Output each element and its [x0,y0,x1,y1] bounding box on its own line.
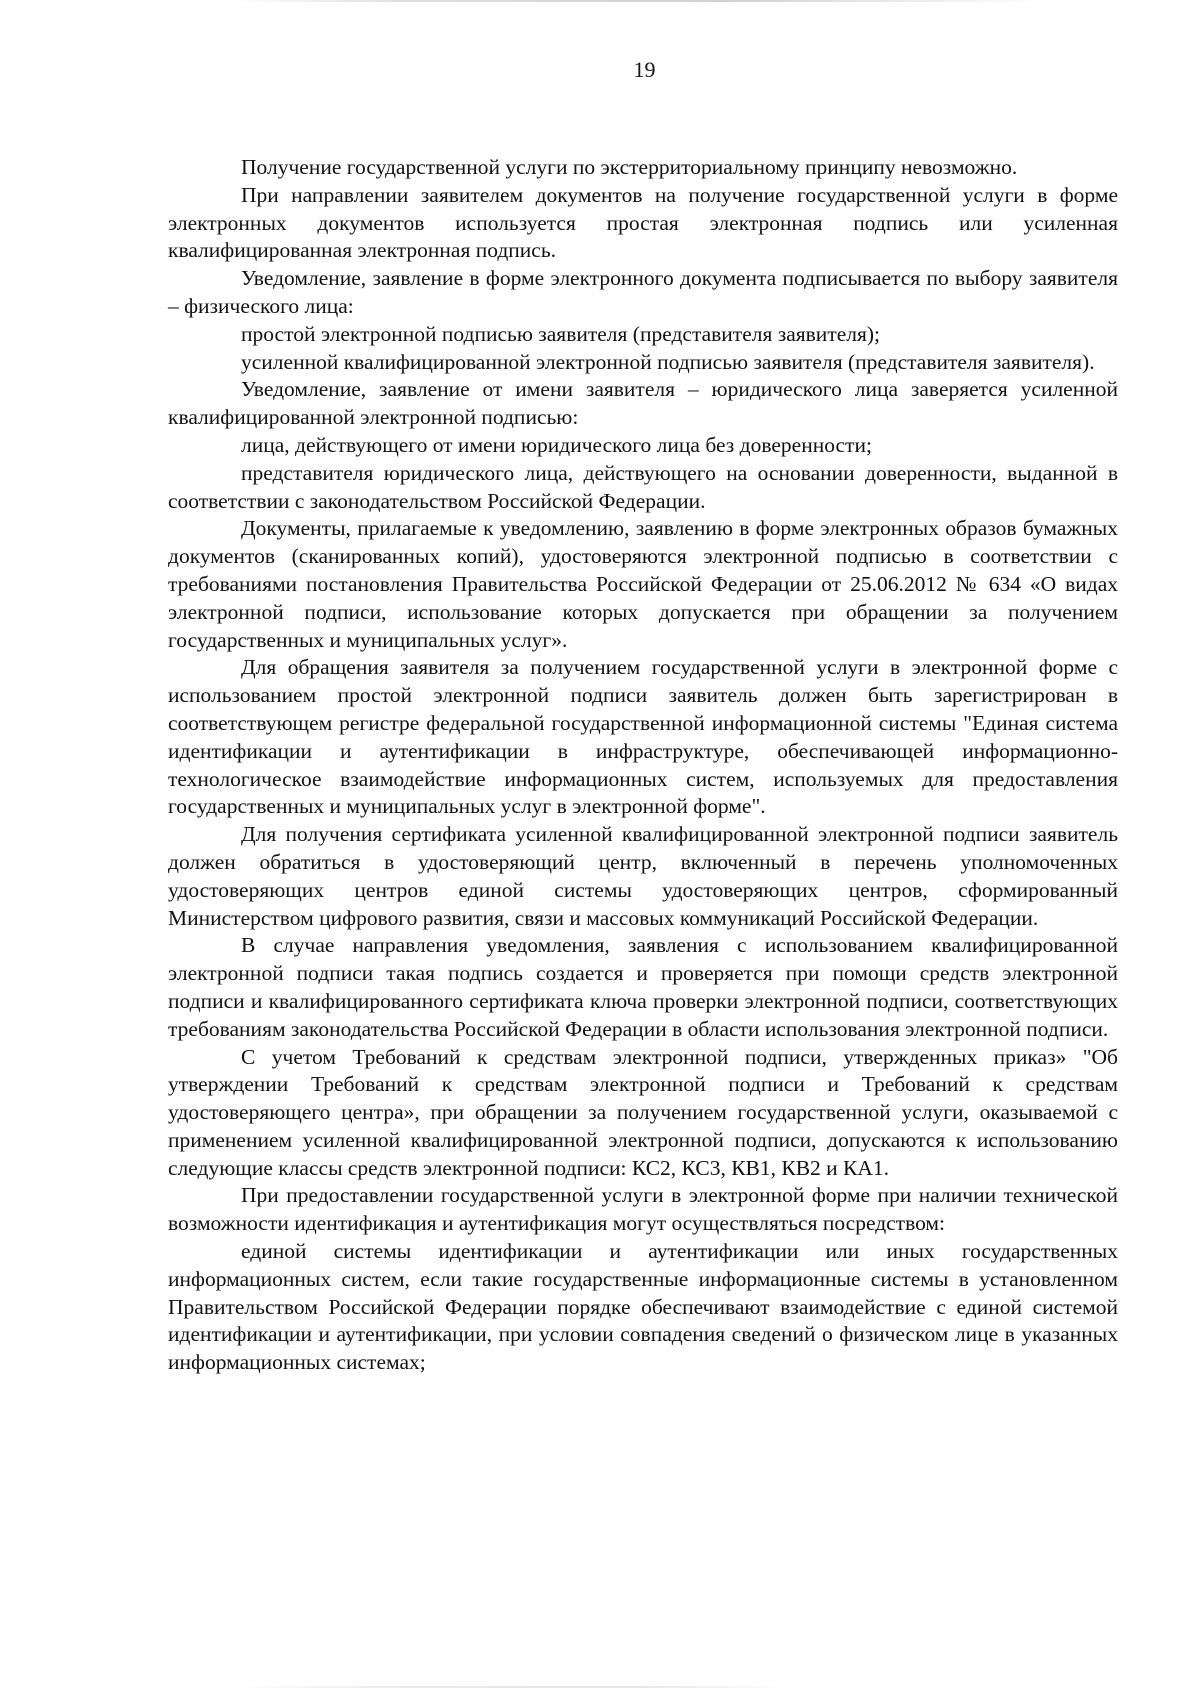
paragraph: При предоставлении государственной услуги в электронной форме при наличии технической возможности идентификация и аутентификация могут осуществляться посредством: [168,1183,1118,1236]
paragraph: Документы, прилагаемые к уведомлению, заявлению в форме электронных образов бумажных документов (сканированных копий), удостоверяются электронной подписью в соответствии с требованиями постановления Правительства Российской Федерации от 25.06.2012 № 634 «О видах электронной подписи, использование которых допускается при обращении за получением государственных и муниципальных услуг». [168,516,1118,652]
paragraph: представителя юридического лица, действующего на основании доверенности, выданной в соответствии с законодательством Российской Федерации. [168,460,1118,513]
page-number: 19 [633,57,656,82]
paragraph: В случае направления уведомления, заявления с использованием квалифицированной электронной подписи такая подпись создается и проверяется при помощи средств электронной подписи и квалифицированного сертификата ключа проверки электронной подписи, соответствующих требованиям законодательства Российской Федерации в области использования электронной подписи. [168,933,1118,1041]
scan-edge-top [230,0,1050,2]
paragraph: Уведомление, заявление от имени заявителя – юридического лица заверяется усиленной квалифицированной электронной подписью: [168,377,1118,430]
paragraph: При направлении заявителем документов на получение государственной услуги в форме электронных документов используется простая электронная подпись или усиленная квалифицированная электронная подпись. [168,182,1118,263]
paragraph: единой системы идентификации и аутентификации или иных государственных информационных систем, если такие государственные информационные системы в установленном Правительством Российской Федерации порядке обеспечивают взаимодействие с единой системой идентификации и аутентификации, при условии совпадения сведений о физическом лице в указанных информационных системах; [168,1239,1118,1375]
scan-edge-bottom [230,1686,790,1688]
paragraph: Получение государственной услуги по экстерриториальному принципу невозможно. [241,155,1018,179]
paragraph: С учетом Требований к средствам электронной подписи, утвержденных приказ» "Об утверждении Требований к средствам электронной подписи и Требований к средствам удостоверяющего центра», при обращении за получением государственной услуги, оказываемой с применением усиленной квалифицированной электронной подписи, допускаются к использованию следующие классы средств электронной подписи: КС2, КС3, КВ1, КВ2 и КА1. [168,1044,1118,1180]
paragraph: Для обращения заявителя за получением государственной услуги в электронной форме с использованием простой электронной подписи заявитель должен быть зарегистрирован в соответствующем регистре федеральной государственной информационной системы "Единая система идентификации и аутентификации в инфраструктуре, обеспечивающей информационно-технологическое взаимодействие информационных систем, используемых для предоставления государственных и муниципальных услуг в электронной форме". [168,655,1118,819]
paragraph: Для получения сертификата усиленной квалифицированной электронной подписи заявитель должен обратиться в удостоверяющий центр, включенный в перечень уполномоченных удостоверяющих центров единой системы удостоверяющих центров, сформированный Министерством цифрового развития, связи и массовых коммуникаций Российской Федерации. [168,822,1118,930]
paragraph: простой электронной подписью заявителя (представителя заявителя); [241,321,881,346]
paragraph: лица, действующего от имени юридического лица без доверенности; [241,432,872,457]
paragraph: Уведомление, заявление в форме электронного документа подписывается по выбору заявителя – физического лица: [168,266,1118,318]
document-body [168,154,1118,1377]
paragraph: усиленной квалифицированной электронной подписью заявителя (представителя заявителя). [241,349,1095,374]
